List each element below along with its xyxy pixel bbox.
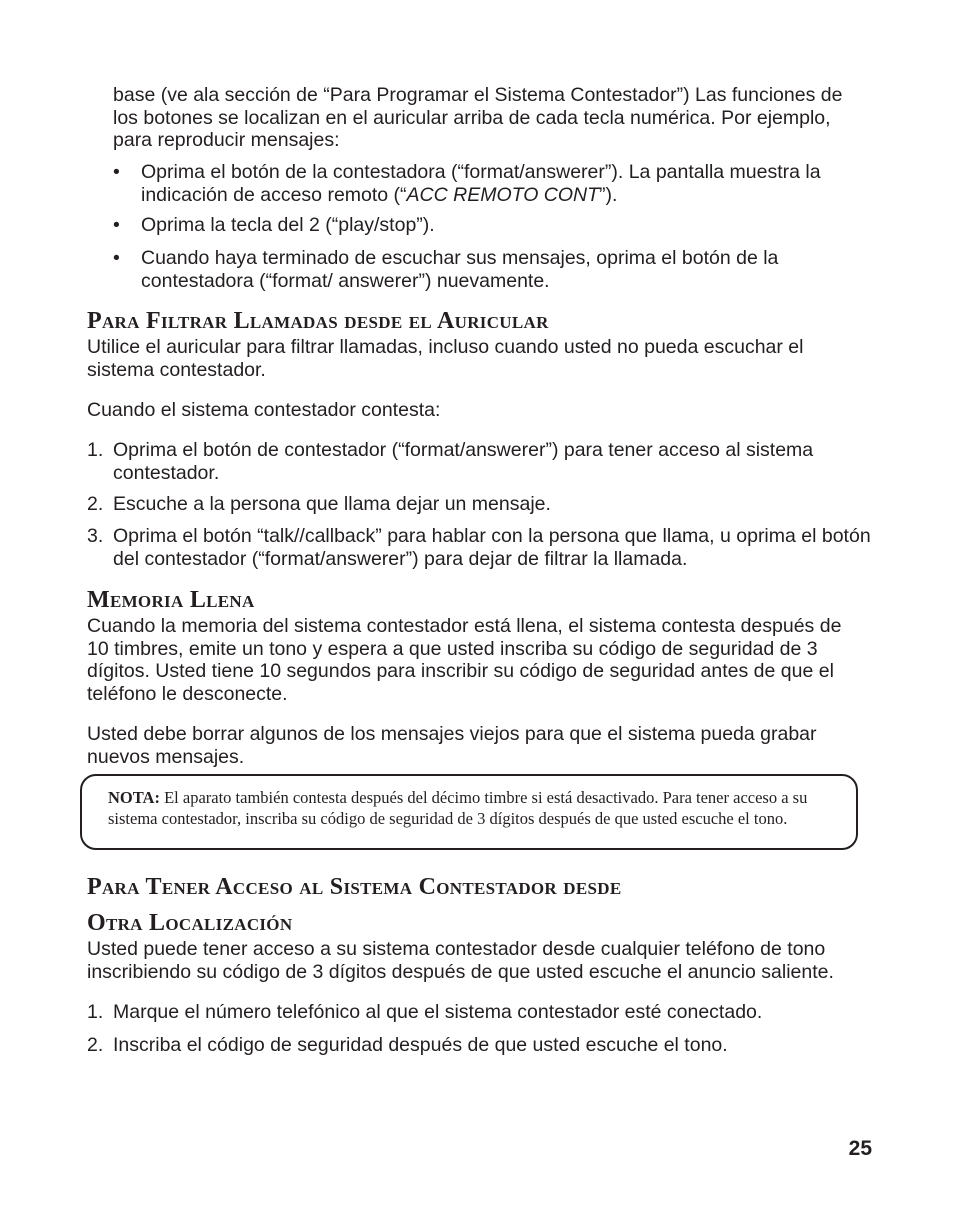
step-text: Oprima el botón “talk//callback” para hablar con la persona que llama, u oprima el botón del contestador (“format/answerer”) para dejar de filtrar la llamada. [113, 525, 871, 570]
bullet-symbol: • [113, 214, 120, 236]
step-text: Oprima el botón de contestador (“format/answerer”) para tener acceso al sistema contestador. [113, 439, 814, 484]
section-memoria-paragraph: Cuando la memoria del sistema contestador está llena, el sistema contesta después de 10 timbres, emite un tono y espera a que usted inscriba su código de seguridad de 3 dígitos. Usted tiene 10 segundos para inscribir su código de seguridad antes de que el teléfono le desconecte. [87, 615, 842, 705]
list-item [87, 439, 872, 484]
list-item [87, 1001, 872, 1024]
section-heading-filtrar: Para Filtrar Llamadas desde el Auricular [87, 308, 549, 334]
step-number: 2. [87, 1034, 104, 1056]
step-number: 1. [87, 1001, 104, 1023]
bullet-item [113, 247, 873, 292]
bullet-text: Oprima el botón de la contestadora (“format/answerer”). La pantalla muestra la indicación de acceso remoto (“ACC REMOTO CONT”). [141, 161, 821, 206]
step-number: 2. [87, 493, 104, 515]
section-heading-acceso-line2: Otra Localización [87, 910, 293, 936]
bullet-item [113, 214, 873, 237]
step-text: Inscriba el código de seguridad después de que usted escuche el tono. [113, 1034, 728, 1056]
step-number: 3. [87, 525, 104, 547]
bullet-item [113, 161, 873, 206]
intro-paragraph: base (ve ala sección de “Para Programar el Sistema Contestador”) Las funciones de los botones se localizan en el auricular arriba de cada tecla numérica. Por ejemplo, para reproducir mensajes: [113, 84, 843, 151]
note-text: El aparato también contesta después del décimo timbre si está desactivado. Para tener acceso a su sistema contestador, inscriba su código de seguridad de 3 dígitos después de que usted escuche el tono. [108, 788, 808, 828]
step-text: Marque el número telefónico al que el sistema contestador esté conectado. [113, 1001, 763, 1023]
step-text: Escuche a la persona que llama dejar un mensaje. [113, 493, 551, 515]
step-number: 1. [87, 439, 104, 461]
note-label: NOTA: [108, 788, 160, 807]
list-item [87, 525, 872, 570]
bullet-symbol: • [113, 161, 120, 183]
note-box [80, 774, 858, 850]
bullet-symbol: • [113, 247, 120, 269]
section-filtrar-lead: Cuando el sistema contestador contesta: [87, 399, 441, 421]
display-indication: ACC REMOTO CONT [406, 183, 600, 206]
list-item [87, 493, 872, 516]
section-memoria-paragraph-2: Usted debe borrar algunos de los mensajes viejos para que el sistema pueda grabar nuevos mensajes. [87, 723, 817, 768]
section-acceso-paragraph: Usted puede tener acceso a su sistema contestador desde cualquier teléfono de tono inscribiendo su código de 3 dígitos después de que usted escuche el anuncio saliente. [87, 938, 834, 983]
section-heading-acceso: Para Tener Acceso al Sistema Contestador desde [87, 874, 622, 900]
section-filtrar-paragraph: Utilice el auricular para filtrar llamadas, incluso cuando usted no pueda escuchar el sistema contestador. [87, 336, 804, 381]
list-item [87, 1034, 872, 1057]
bullet-text: Oprima la tecla del 2 (“play/stop”). [141, 214, 435, 236]
bullet-text: Cuando haya terminado de escuchar sus mensajes, oprima el botón de la contestadora (“format/ answerer”) nuevamente. [141, 247, 779, 292]
page-number: 25 [848, 1137, 872, 1160]
section-heading-memoria: Memoria Llena [87, 587, 255, 613]
